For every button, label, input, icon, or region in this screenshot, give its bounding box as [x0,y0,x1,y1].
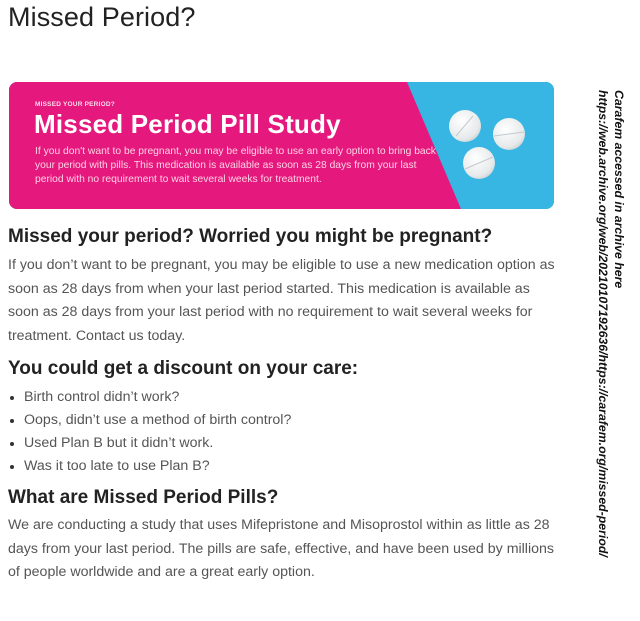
discount-list [8,386,291,478]
bullet-icon [10,465,14,469]
list-item: Oops, didn’t use a method of birth control? [8,409,291,432]
page-title: Missed Period? [8,2,196,32]
pills-icon [443,106,554,186]
study-banner[interactable] [9,82,554,209]
banner-blurb: If you don't want to be pregnant, you may be eligible to use an early option to bring back your period with pills. This medication is available as soon as 28 days from your last period with no requirement to wait several weeks for treatment. [35,146,436,185]
archive-annotation: Carafem accessed in archive here https://web.archive.org/web/20210107192636/https://carafem.org/missed-period/ [596,90,626,557]
section-heading-discount: You could get a discount on your care: [8,358,359,379]
banner-kicker: MISSED YOUR PERIOD? [35,101,115,108]
bullet-icon [10,396,14,400]
list-item: Birth control didn’t work? [8,386,291,409]
banner-headline: Missed Period Pill Study [34,109,341,139]
section-body-what-are: We are conducting a study that uses Mifepristone and Misoprostol within as little as 28 days from your last period. The pills are safe, effective, and have been used by millions of people worldwide and are a great early option. [8,517,554,580]
list-item: Was it too late to use Plan B? [8,455,291,478]
bullet-icon [10,442,14,446]
list-item: Used Plan B but it didn’t work. [8,432,291,455]
section-body-worried: If you don’t want to be pregnant, you may be eligible to use a new medication option as soon as 28 days from when your last period started. This medication is available as soon as 28 days from your last period with no requirement to wait several weeks for treatment. Contact us today. [8,257,555,344]
section-heading-what-are: What are Missed Period Pills? [8,487,279,508]
bullet-icon [10,419,14,423]
section-heading-worried: Missed your period? Worried you might be pregnant? [8,226,493,247]
